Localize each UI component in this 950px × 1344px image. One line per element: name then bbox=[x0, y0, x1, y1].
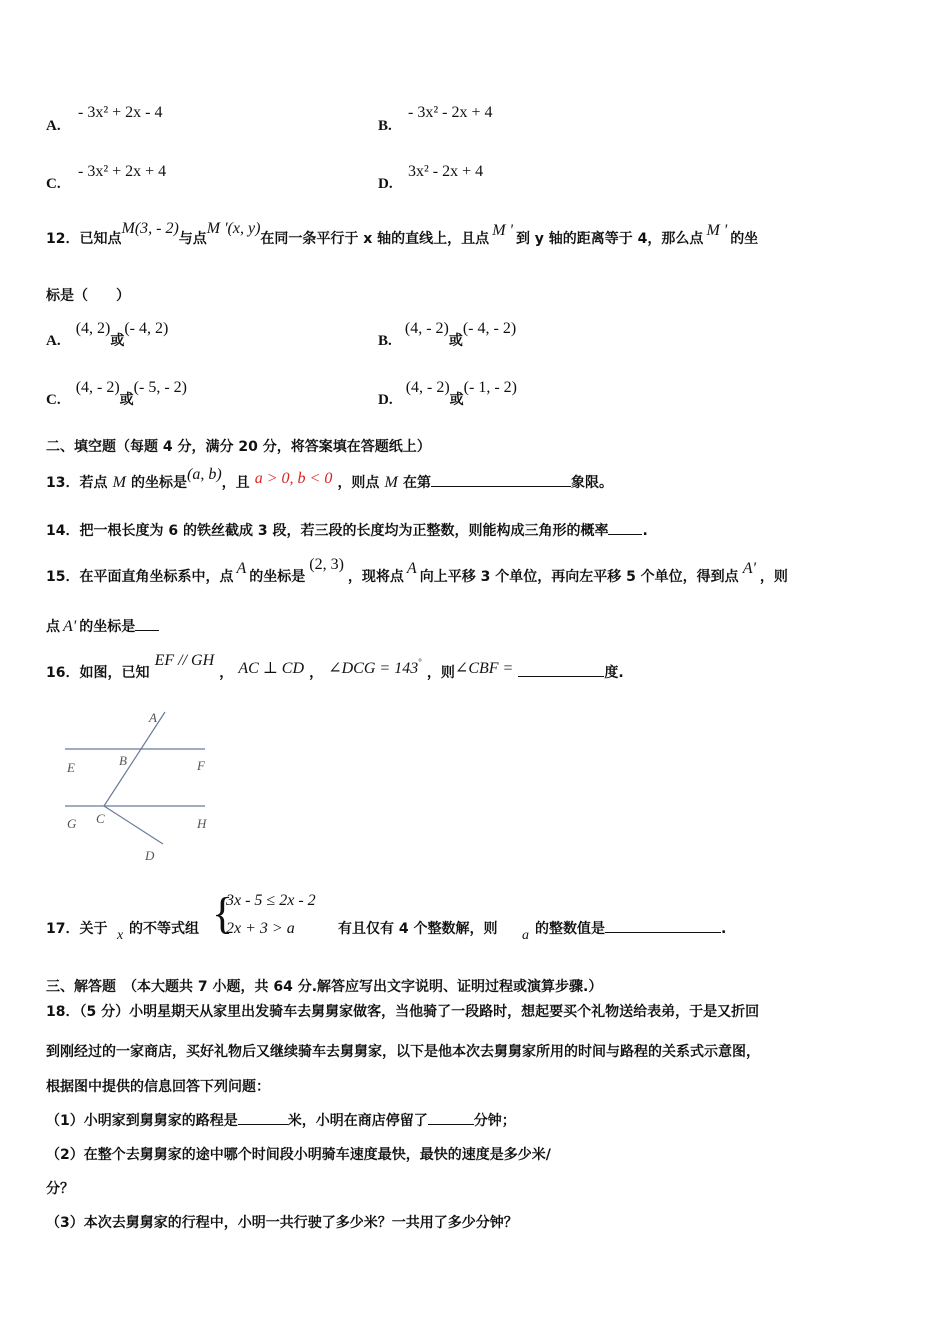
q15-text: 的坐标是 bbox=[79, 619, 136, 635]
q18-part-1 bbox=[46, 1110, 516, 1130]
q13-point: M bbox=[384, 474, 398, 491]
q15-text: ，现将点 bbox=[347, 569, 404, 585]
q12-option-c bbox=[46, 377, 187, 408]
q15-text: 15．在平面直角坐标系中，点 bbox=[46, 569, 234, 585]
point: (4, - 2) bbox=[75, 379, 120, 396]
q16-angle-dcg: ∠DCG = 143 bbox=[328, 660, 419, 677]
point: (4, 2) bbox=[75, 320, 111, 337]
q12-point-m-prime: M ' bbox=[492, 222, 513, 239]
q16-angle-cbf: ∠CBF = bbox=[454, 660, 514, 677]
q12-option-a bbox=[46, 318, 169, 349]
q18-stop-time-blank[interactable] bbox=[428, 1110, 474, 1125]
q12-point-m-prime: M ' bbox=[706, 222, 728, 239]
option-label: A. bbox=[46, 333, 61, 349]
label-d: D bbox=[145, 848, 155, 863]
q18-text: 分钟； bbox=[473, 1113, 516, 1129]
q17-answer-blank[interactable] bbox=[605, 918, 721, 933]
q14-text: 14．把一根长度为 6 的铁丝截成 3 段，若三段的长度均为正整数，则能构成三角形的概率 bbox=[46, 523, 609, 539]
q18-line-2: 到刚经过的一家商店，买好礼物后又继续骑车去舅舅家，以下是他本次去舅舅家所用的时间与路程的关系式示意图， bbox=[46, 1044, 760, 1060]
q11-option-d-label: D. bbox=[378, 176, 393, 192]
q17-inequality-2: 2x + 3 > a bbox=[226, 920, 295, 937]
q15-coords: (2, 3) bbox=[309, 556, 344, 573]
q11-option-c-label: C. bbox=[46, 176, 61, 192]
point: (- 1, - 2) bbox=[463, 379, 517, 396]
q17-inequality-1: 3x - 5 ≤ 2x - 2 bbox=[226, 892, 316, 909]
q12-point-m-prime: M '(x, y) bbox=[206, 220, 261, 237]
q15-text: 的坐标是 bbox=[249, 569, 306, 585]
label-e: E bbox=[67, 760, 75, 775]
option-label: D. bbox=[378, 392, 393, 408]
q12-point-m: M(3, - 2) bbox=[121, 220, 179, 237]
q18-line-1: 18．（5 分）小明星期天从家里出发骑车去舅舅家做客，当他骑了一段路时，想起要买个礼物送给表弟，于是又折回 bbox=[46, 1004, 760, 1020]
q17-text: 17．关于 bbox=[46, 921, 108, 937]
q17-text: 的整数值是 bbox=[535, 921, 605, 937]
q12-text: 在同一条平行于 x 轴的直线上，且点 bbox=[260, 231, 490, 247]
q18-text: （1）小明家到舅舅家的路程是 bbox=[46, 1113, 238, 1129]
q17-end: . bbox=[721, 921, 727, 937]
q17-var-x: x bbox=[117, 928, 124, 943]
q16-text: ，则 bbox=[426, 665, 455, 681]
q13-text: 在第 bbox=[402, 475, 431, 491]
point: (- 4, 2) bbox=[124, 320, 169, 337]
q16-text: 度. bbox=[604, 665, 624, 681]
q13-stem bbox=[46, 466, 613, 492]
q13-text: 的坐标是 bbox=[131, 475, 187, 491]
q18-part-3: （3）本次去舅舅家的行程中，小明一共行驶了多少米？一共用了多少分钟？ bbox=[46, 1215, 518, 1231]
label-c: C bbox=[96, 811, 105, 826]
q11-option-a-label: A. bbox=[46, 118, 61, 134]
label-b: B bbox=[119, 753, 127, 768]
q12-option-d bbox=[378, 377, 517, 408]
q13-condition: a > 0, b < 0 bbox=[254, 470, 333, 487]
system-brace: { bbox=[212, 889, 234, 938]
q12-option-b bbox=[378, 318, 517, 349]
point: (- 4, - 2) bbox=[462, 320, 517, 337]
q13-point: M bbox=[112, 474, 126, 491]
q15-stem-line2 bbox=[46, 616, 159, 636]
q18-distance-blank[interactable] bbox=[238, 1110, 288, 1125]
q12-stem bbox=[46, 220, 759, 248]
q13-text: ，且 bbox=[221, 475, 250, 491]
option-label: C. bbox=[46, 392, 61, 408]
q16-sep: ， bbox=[219, 665, 234, 681]
q13-text: 13．若点 bbox=[46, 475, 108, 491]
q18-part-2-cont: 分？ bbox=[46, 1181, 74, 1197]
q11-option-d-expr: 3x² - 2x + 4 bbox=[408, 163, 484, 180]
line-cd bbox=[104, 806, 163, 844]
label-g: G bbox=[67, 816, 77, 831]
q15-point-a-prime: A' bbox=[63, 618, 77, 635]
q12-text: 到 y 轴的距离等于 4，那么点 bbox=[515, 231, 704, 247]
q15-point-a-prime: A' bbox=[742, 560, 756, 577]
q15-text: 向上平移 3 个单位，再向左平移 5 个单位，得到点 bbox=[419, 569, 739, 585]
point: (4, - 2) bbox=[404, 320, 449, 337]
q13-text: 象限。 bbox=[570, 475, 613, 491]
q17-var-a: a bbox=[522, 928, 529, 943]
q17-tail bbox=[535, 918, 726, 938]
q12-number: 12．已知点 bbox=[46, 231, 122, 247]
q12-text: 与点 bbox=[178, 231, 207, 247]
point: (- 5, - 2) bbox=[133, 379, 187, 396]
q17-text: 有且仅有 4 个整数解，则 bbox=[338, 921, 498, 937]
q18-text: 米，小明在商店停留了 bbox=[287, 1113, 428, 1129]
q15-text: ，则 bbox=[759, 569, 788, 585]
q18-line-3: 根据图中提供的信息回答下列问题： bbox=[46, 1079, 270, 1095]
section-3-heading: 三、解答题 （本大题共 7 小题，共 64 分.解答应写出文字说明、证明过程或演算步骤.） bbox=[46, 979, 603, 995]
q14-stem bbox=[46, 520, 648, 540]
option-label: B. bbox=[378, 333, 392, 349]
q12-text: 的坐 bbox=[730, 231, 759, 247]
q15-text: 点 bbox=[46, 619, 60, 635]
section-2-heading: 二、填空题（每题 4 分，满分 20 分，将答案填在答题纸上） bbox=[46, 439, 431, 455]
q18-part-2: （2）在整个去舅舅家的途中哪个时间段小明骑车速度最快，最快的速度是多少米/ bbox=[46, 1147, 551, 1163]
q13-text: ，则点 bbox=[337, 475, 380, 491]
q17-text: 的不等式组 bbox=[129, 921, 199, 937]
q16-parallel: EF // GH bbox=[154, 652, 215, 669]
label-h: H bbox=[197, 816, 207, 831]
q13-coords: (a, b) bbox=[187, 466, 222, 483]
q16-sep: ， bbox=[309, 665, 324, 681]
or-text: 或 bbox=[449, 392, 464, 408]
q16-stem bbox=[46, 652, 624, 682]
line-ac bbox=[104, 712, 165, 806]
q14-end: . bbox=[642, 523, 648, 539]
q11-option-c-expr: - 3x² + 2x + 4 bbox=[78, 163, 167, 180]
q16-answer-blank[interactable] bbox=[518, 662, 604, 677]
or-text: 或 bbox=[448, 333, 463, 349]
q11-option-b-expr: - 3x² - 2x + 4 bbox=[408, 104, 493, 121]
q11-option-b-label: B. bbox=[378, 118, 392, 134]
q16-text: 16．如图，已知 bbox=[46, 665, 150, 681]
q15-point-a: A bbox=[236, 560, 247, 577]
q13-answer-blank[interactable] bbox=[431, 472, 571, 487]
or-text: 或 bbox=[119, 392, 134, 408]
q16-perpendicular: AC ⊥ CD bbox=[238, 660, 305, 677]
label-a: A bbox=[149, 710, 157, 725]
q12-stem-line2: 标是（ ） bbox=[46, 288, 130, 304]
point: (4, - 2) bbox=[405, 379, 450, 396]
q15-answer-blank[interactable] bbox=[135, 616, 159, 631]
q14-answer-blank[interactable] bbox=[608, 520, 642, 535]
degree-symbol: ° bbox=[418, 657, 422, 667]
label-f: F bbox=[197, 758, 205, 773]
q11-option-a-expr: - 3x² + 2x - 4 bbox=[78, 104, 163, 121]
q16-figure bbox=[55, 700, 225, 870]
q15-point-a: A bbox=[406, 560, 417, 577]
q15-stem bbox=[46, 556, 788, 586]
or-text: 或 bbox=[110, 333, 125, 349]
